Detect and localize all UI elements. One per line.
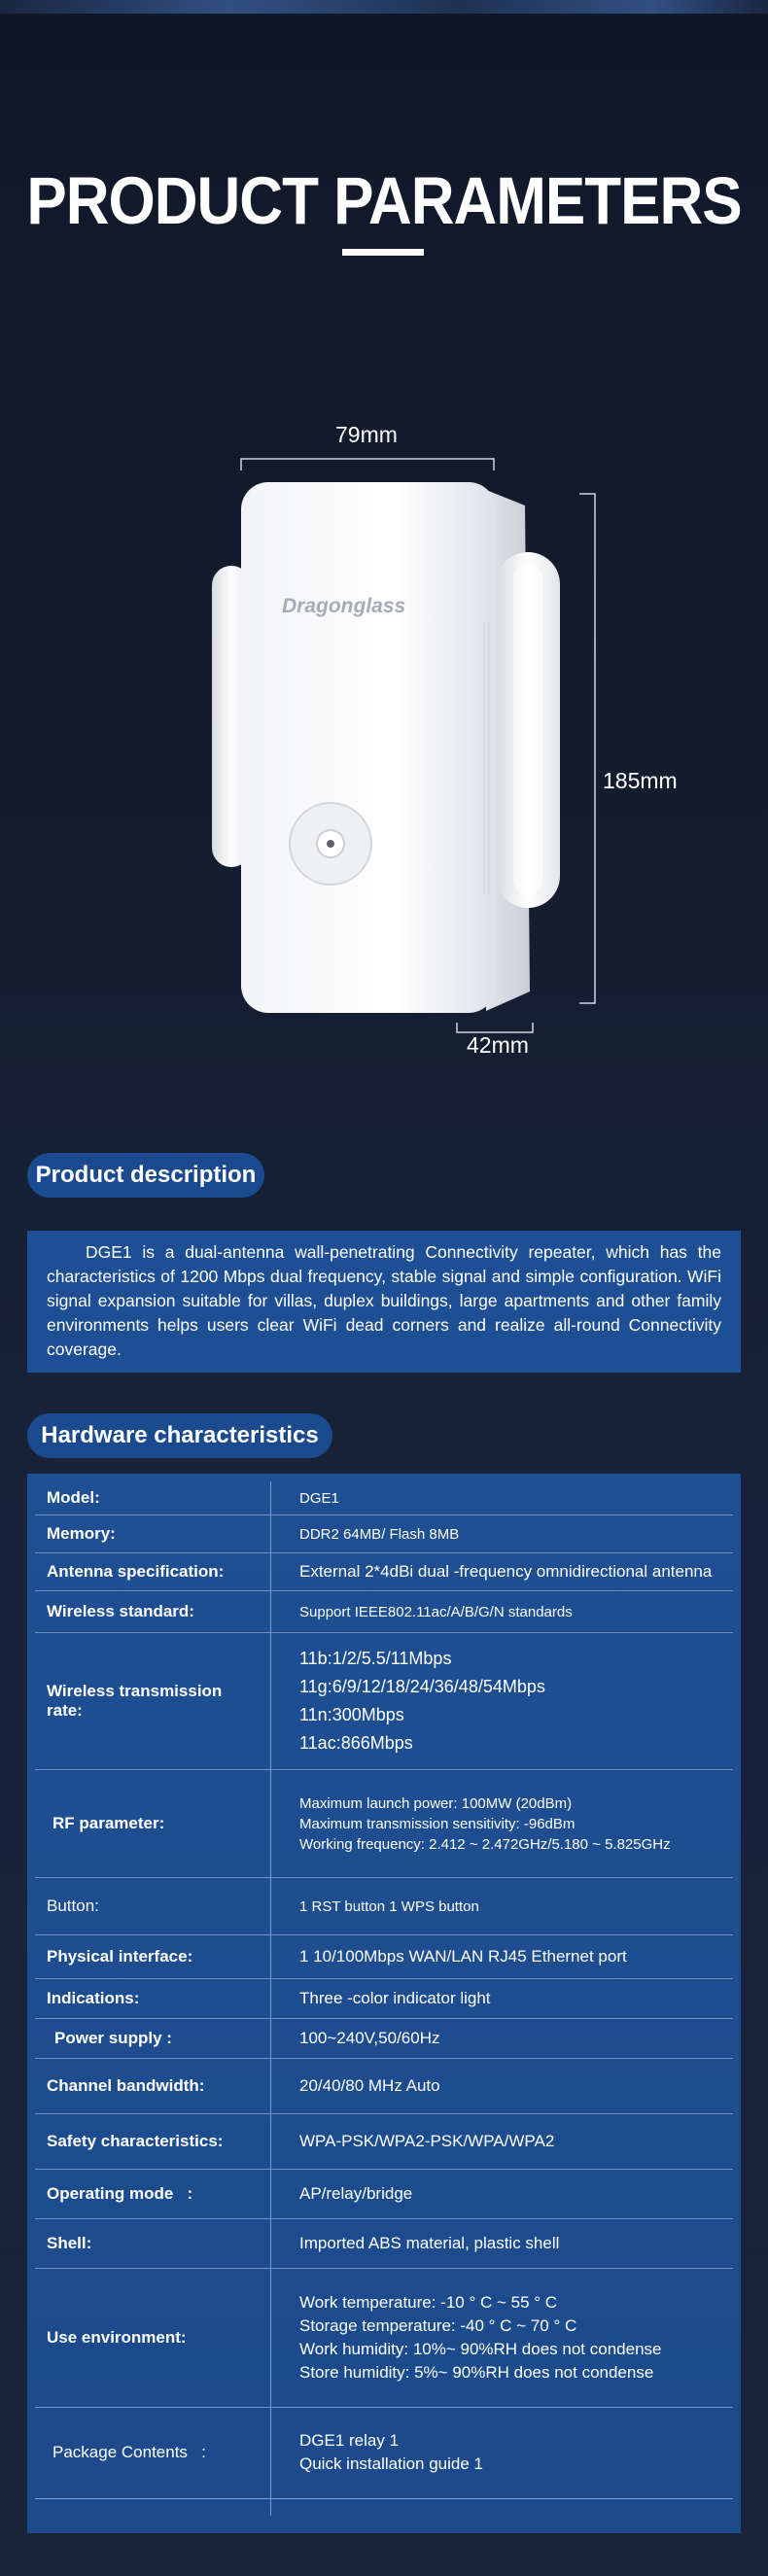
row-value: DDR2 64MB/ Flash 8MB bbox=[299, 1525, 460, 1543]
height-dimension: 185mm bbox=[603, 768, 678, 793]
product-description-text: DGE1 is a dual-antenna wall-penetrating Connectivity repeater, which has the characteristics of 1200 Mbps dual frequency, stable signal and simple configuration. WiFi signal expansion suitable for villas, duplex buildings, large apartments and other family environments helps users clear WiFi dead corners and realize all-round Connectivity coverage. bbox=[47, 1242, 721, 1359]
row-value: 1 RST button 1 WPS button bbox=[299, 1897, 479, 1915]
row-value: 11b:1/2/5.5/11Mbps 11g:6/9/12/18/24/36/48/54Mbps 11n:300Mbps 11ac:866Mbps bbox=[299, 1649, 545, 1753]
row-value: Work temperature: -10 ° C ~ 55 ° C Storage temperature: -40 ° C ~ 70 ° C Work humidity: 10%~ 90%RH does not condense Store humidity: 5%~ 90%RH does not condense bbox=[299, 2293, 662, 2382]
row-label: Shell: bbox=[47, 2234, 92, 2252]
row-value: Three -color indicator light bbox=[299, 1989, 491, 2007]
table-row bbox=[35, 1878, 733, 1935]
table-row bbox=[35, 1770, 733, 1878]
row-value: 20/40/80 MHz Auto bbox=[299, 2076, 440, 2095]
row-label: Use environment: bbox=[47, 2328, 187, 2347]
row-value: 100~240V,50/60Hz bbox=[299, 2029, 440, 2047]
row-value: DGE1 bbox=[299, 1489, 339, 1507]
row-label: Power supply : bbox=[54, 2029, 172, 2047]
table-row bbox=[35, 1481, 733, 1515]
table-row bbox=[35, 1935, 733, 1979]
brand-logo: Dragonglass bbox=[282, 595, 406, 617]
row-label: Safety characteristics: bbox=[47, 2132, 224, 2150]
row-value: DGE1 relay 1 Quick installation guide 1 bbox=[299, 2431, 484, 2473]
row-label: Package Contents : bbox=[52, 2443, 206, 2461]
row-value: Imported ABS material, plastic shell bbox=[299, 2234, 560, 2252]
product-description-box bbox=[27, 1231, 741, 1373]
row-label: Wireless transmission rate: bbox=[47, 1682, 223, 1720]
table-row bbox=[35, 1979, 733, 2019]
title-underline bbox=[342, 249, 424, 256]
row-label: Model: bbox=[47, 1488, 100, 1507]
hardware-heading: Hardware characteristics bbox=[27, 1413, 332, 1458]
row-label: Antenna specification: bbox=[47, 1562, 225, 1581]
row-label: Operating mode : bbox=[47, 2184, 193, 2203]
table-row bbox=[35, 2408, 733, 2497]
row-label: Wireless standard: bbox=[47, 1602, 194, 1620]
hardware-table bbox=[27, 1474, 741, 2533]
table-row bbox=[35, 2059, 733, 2114]
row-label: Channel bandwidth: bbox=[47, 2076, 205, 2095]
row-label: RF parameter: bbox=[52, 1814, 165, 1832]
row-value: Maximum launch power: 100MW (20dBm) Maximum transmission sensitivity: -96dBm Working frequency: 2.412 ~ 2.472GHz/5.180 ~ 5.825GHz bbox=[299, 1794, 671, 1853]
row-label: Indications: bbox=[47, 1989, 140, 2007]
row-value: 1 10/100Mbps WAN/LAN RJ45 Ethernet port bbox=[299, 1947, 627, 1966]
row-label: Physical interface: bbox=[47, 1947, 193, 1966]
table-row bbox=[35, 1591, 733, 1633]
row-value: AP/relay/bridge bbox=[299, 2184, 413, 2203]
top-glow-strip bbox=[0, 0, 768, 14]
table-row bbox=[35, 2269, 733, 2408]
row-value: External 2*4dBi dual -frequency omnidirectional antenna bbox=[299, 1562, 713, 1581]
row-label: Memory: bbox=[47, 1524, 116, 1543]
depth-dimension: 42mm bbox=[467, 1032, 529, 1058]
repeater-illustration bbox=[0, 408, 768, 1069]
product-description-heading: Product description bbox=[27, 1153, 264, 1198]
row-label: Button: bbox=[47, 1897, 99, 1915]
row-value: Support IEEE802.11ac/A/B/G/N standards bbox=[299, 1603, 573, 1620]
product-image bbox=[0, 408, 768, 1069]
table-row bbox=[35, 1633, 733, 1770]
table-row bbox=[35, 1515, 733, 1553]
width-dimension: 79mm bbox=[335, 422, 398, 447]
page-title: PRODUCT PARAMETERS bbox=[26, 164, 742, 239]
table-row bbox=[35, 2114, 733, 2170]
row-value: WPA-PSK/WPA2-PSK/WPA/WPA2 bbox=[299, 2132, 555, 2150]
table-bottom-border bbox=[35, 2498, 733, 2499]
table-row bbox=[35, 2219, 733, 2269]
table-row bbox=[35, 2170, 733, 2219]
table-row bbox=[35, 1553, 733, 1591]
table-row bbox=[35, 2019, 733, 2059]
